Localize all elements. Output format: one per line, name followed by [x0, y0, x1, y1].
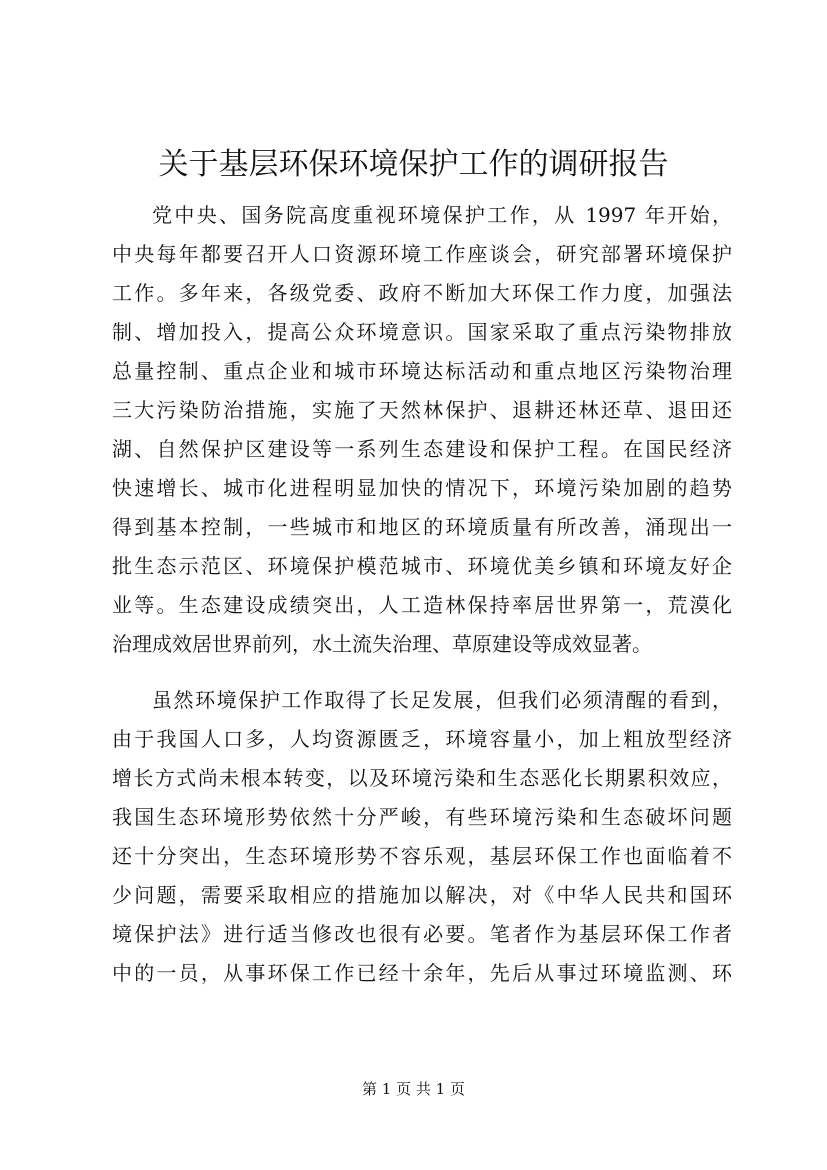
page-footer: 第 1 页 共 1 页 — [362, 1080, 465, 1098]
paragraph-line: 治理成效居世界前列，水土流失治理、草原建设等成效显著。 — [112, 632, 652, 656]
paragraph-line: 我国生态环境形势依然十分严峻，有些环境污染和生态破坏问题 — [112, 805, 732, 829]
paragraph-2 — [112, 681, 732, 993]
paragraph-line: 快速增长、城市化进程明显加快的情况下，环境污染加剧的趋势 — [112, 476, 732, 500]
paragraph-line: 增长方式尚未根本转变，以及环境污染和生态恶化长期累积效应， — [112, 766, 732, 790]
paragraph-line: 制、增加投入，提高公众环境意识。国家采取了重点污染物排放 — [112, 320, 732, 344]
paragraph-line: 少问题，需要采取相应的措施加以解决，对《中华人民共和国环 — [112, 883, 732, 907]
document-title: 关于基层环保环境保护工作的调研报告 — [158, 147, 669, 182]
paragraph-line: 业等。生态建设成绩突出，人工造林保持率居世界第一，荒漠化 — [112, 593, 732, 617]
paragraph-line: 批生态示范区、环境保护模范城市、环境优美乡镇和环境友好企 — [112, 554, 732, 578]
paragraph-line: 党中央、国务院高度重视环境保护工作，从 1997 年开始， — [152, 203, 732, 227]
paragraph-line: 工作。多年来，各级党委、政府不断加大环保工作力度，加强法 — [112, 281, 732, 305]
paragraph-line: 虽然环境保护工作取得了长足发展，但我们必须清醒的看到， — [152, 688, 732, 712]
paragraph-line: 由于我国人口多，人均资源匮乏，环境容量小，加上粗放型经济 — [112, 727, 732, 751]
paragraph-line: 总量控制、重点企业和城市环境达标活动和重点地区污染物治理 — [112, 359, 732, 383]
paragraph-line: 中央每年都要召开人口资源环境工作座谈会，研究部署环境保护 — [112, 242, 732, 266]
paragraph-line: 得到基本控制，一些城市和地区的环境质量有所改善，涌现出一 — [112, 515, 732, 539]
paragraph-line: 还十分突出，生态环境形势不容乐观，基层环保工作也面临着不 — [112, 844, 732, 868]
paragraph-1 — [112, 196, 732, 664]
paragraph-line: 中的一员，从事环保工作已经十余年，先后从事过环境监测、环 — [112, 961, 732, 985]
paragraph-line: 三大污染防治措施，实施了天然林保护、退耕还林还草、退田还 — [112, 398, 732, 422]
paragraph-line: 湖、自然保护区建设等一系列生态建设和保护工程。在国民经济 — [112, 437, 732, 461]
document-body — [112, 196, 732, 993]
paragraph-line: 境保护法》进行适当修改也很有必要。笔者作为基层环保工作者 — [112, 922, 732, 946]
